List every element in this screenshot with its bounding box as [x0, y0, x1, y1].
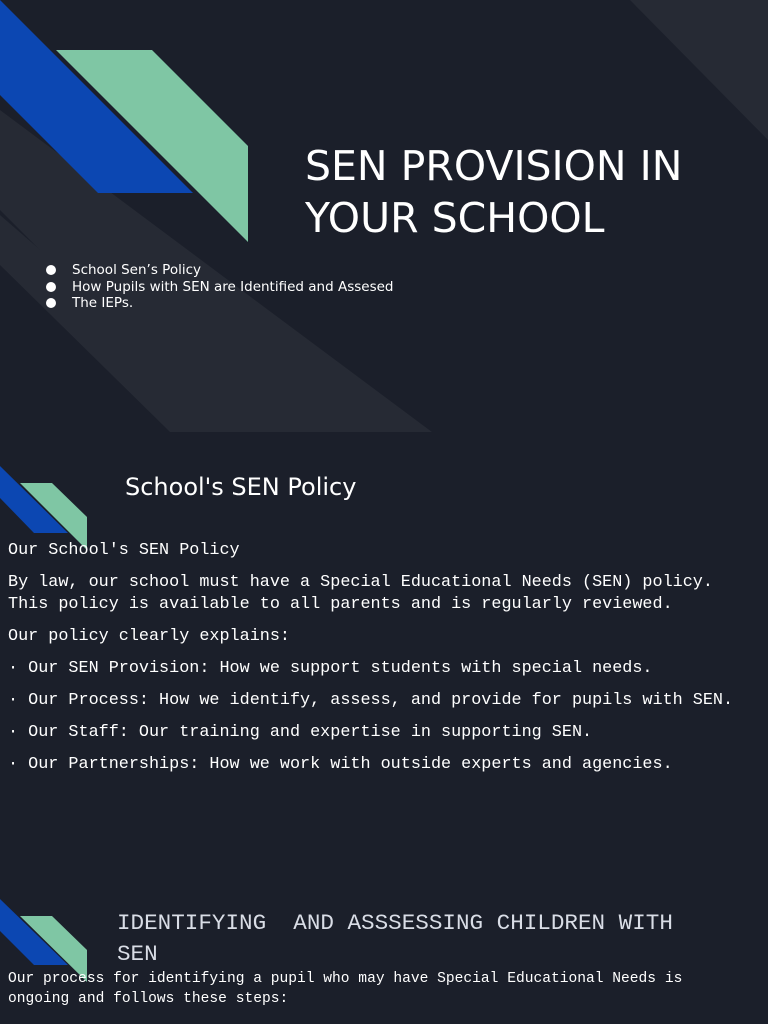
bullet-dot-icon [46, 282, 56, 292]
slide2-title: School's SEN Policy [125, 473, 357, 501]
slide3-title: IDENTIFYING AND ASSSESSING CHILDREN WITH SEN [117, 910, 687, 967]
policy-point: · Our Process: How we identify, assess, and provide for pupils with SEN. [8, 691, 734, 710]
bullet-text: How Pupils with SEN are Identified and Assesed [72, 278, 394, 295]
policy-heading: Our School's SEN Policy [8, 541, 240, 560]
bullet-dot-icon [46, 298, 56, 308]
bullet-item [44, 279, 393, 296]
dark-stripe-top-right [630, 0, 768, 140]
bullet-text: The IEPs. [72, 295, 134, 311]
slide1-bullet-list [44, 262, 393, 312]
policy-point: · Our Partnerships: How we work with outside experts and agencies. [8, 755, 673, 774]
slide2-body [8, 540, 758, 776]
policy-point: · Our SEN Provision: How we support students with special needs. [8, 659, 653, 678]
bullet-item [44, 262, 393, 279]
bullet-dot-icon [46, 265, 56, 275]
slide1-title: SEN PROVISION IN YOUR SCHOOL [305, 142, 683, 242]
bullet-item [44, 295, 393, 312]
policy-intro: By law, our school must have a Special Educational Needs (SEN) policy. This policy is available to all parents and is regularly reviewed. [8, 573, 713, 614]
policy-point: · Our Staff: Our training and expertise in supporting SEN. [8, 723, 593, 742]
policy-lead: Our policy clearly explains: [8, 627, 290, 646]
bullet-text: School Sen’s Policy [72, 262, 201, 278]
slide3-body: Our process for identifying a pupil who may have Special Educational Needs is ongoing and follows these steps: [8, 971, 683, 1007]
